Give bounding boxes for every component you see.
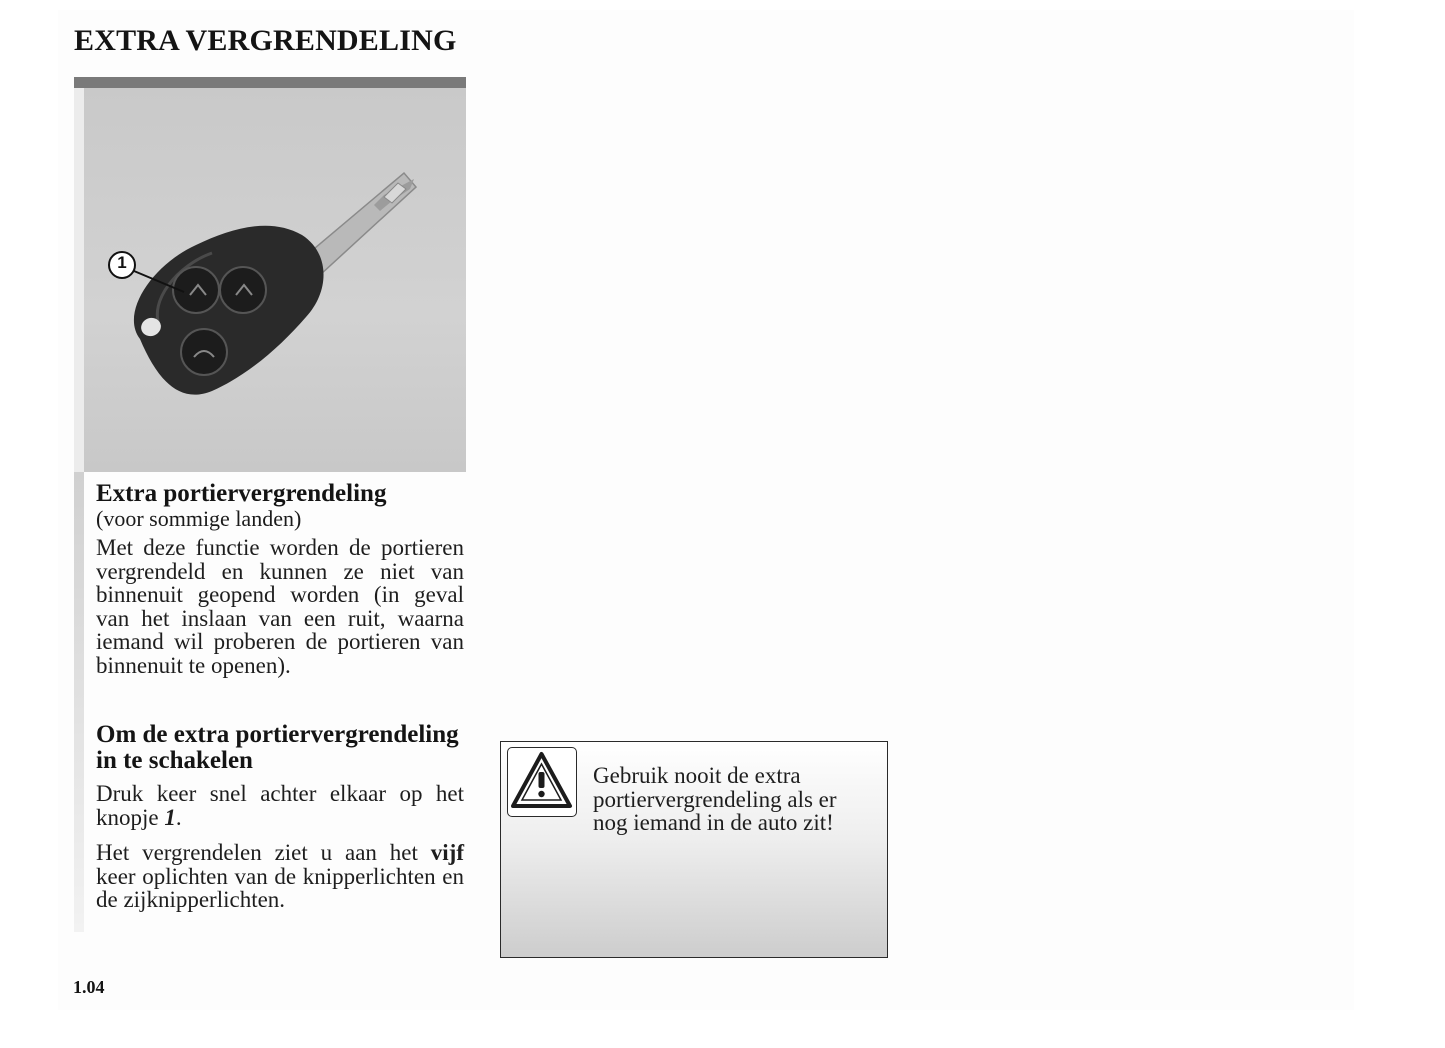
- confirmation-text: Het vergrendelen ziet u aan het: [96, 840, 431, 866]
- section-subheading: (voor sommige landen): [96, 506, 302, 531]
- warning-triangle-icon: [507, 747, 577, 817]
- warning-text: Gebruik nooit de extra portiervergrendeling als er nog iemand in de auto zit!: [593, 763, 837, 836]
- section-body: Met deze functie worden de portieren vergrendeld en kunnen ze niet van binnenuit geopend worden (in geval van het inslaan van een ruit, waarna iemand wil proberen de portieren van binnenuit te openen).: [96, 535, 464, 678]
- page-title: EXTRA VERGRENDELING: [74, 24, 457, 57]
- page-number: 1.04: [73, 977, 105, 997]
- instruction-text: Druk keer snel achter elkaar op het knopje: [96, 781, 464, 830]
- key-remote-photo: [74, 77, 466, 472]
- callout-label-1: 1: [117, 253, 127, 272]
- sidebar-rule: [74, 472, 84, 932]
- warning-box: [500, 741, 888, 958]
- instruction-paragraph: [96, 782, 464, 829]
- section-extra-portiervergrendeling: [96, 481, 464, 678]
- instruction-end: .: [175, 804, 182, 830]
- section-heading: Om de extra portiervergrendeling in te schakelen: [96, 721, 459, 774]
- button-reference: 1: [164, 804, 176, 830]
- confirmation-paragraph: [96, 841, 464, 912]
- section-heading: Extra portiervergrendeling: [96, 480, 387, 507]
- emphasis-count: vijf: [430, 840, 464, 866]
- confirmation-end: keer oplichten van de knipperlichten en de zijknipperlichten.: [96, 863, 464, 913]
- key-remote-icon: [74, 77, 466, 472]
- section-inschakelen: [96, 722, 464, 912]
